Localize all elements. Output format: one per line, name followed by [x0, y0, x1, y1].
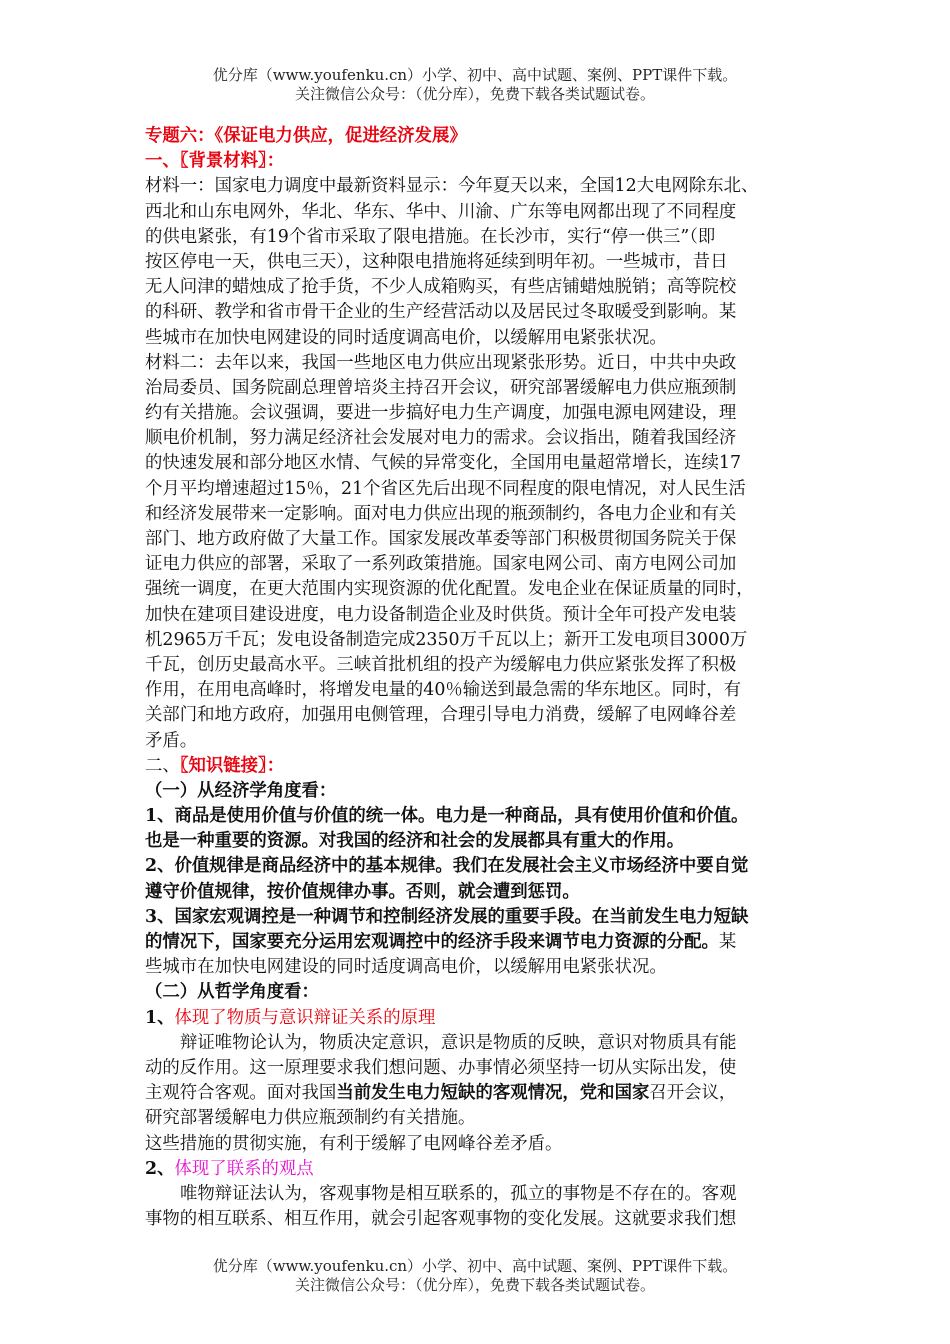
section-number: 二、	[145, 755, 180, 776]
text-line: 部门、地方政府做了大量工作。国家发展改革委等部门积极贯彻国务院关于保	[145, 529, 737, 549]
text-line: 2、价值规律是商品经济中的基本规律。我们在发展社会主义市场经济中要自觉	[145, 856, 749, 877]
text-line: 约有关措施。会议强调，要进一步搞好电力生产调度，加强电源电网建设，理	[145, 403, 737, 424]
subheading-economics: （一）从经济学角度看：	[145, 780, 337, 801]
text-line: 事物的相互联系、相互作用，就会引起客观事物的变化发展。这就要求我们想	[145, 1209, 737, 1230]
text-line: 西北和山东电网外，华北、华东、华中、川渝、广东等电网都出现了不同程度	[145, 201, 737, 222]
section-label: 〖知识链接〗：	[179, 755, 285, 776]
text-line: 和经济发展带来一定影响。面对电力供应出现的瓶颈制约，各电力企业和有关	[145, 503, 737, 524]
header-line-2: 关注微信公众号：（优分库），免费下载各类试题试卷。	[294, 85, 655, 103]
page-footer	[0, 1257, 950, 1295]
subheading-philosophy: （二）从哲学角度看：	[145, 982, 319, 1003]
text-line: 的科研、教学和省市骨干企业的生产经营活动以及居民过冬取暖受到影响。某	[145, 302, 737, 323]
text-line: 顺电价机制，努力满足经济社会发展对电力的需求。会议指出，随着我国经济	[145, 428, 737, 449]
plain-run: 召开会议，	[649, 1083, 737, 1104]
text-line: 按区停电一天，供电三天），这种限电措施将延续到明年初。一些城市，昔日	[145, 251, 728, 272]
text-line: 也是一种重要的资源。对我国的经济和社会的发展都具有重大的作用。	[145, 831, 685, 852]
text-line: 研究部署缓解电力供应瓶颈制约有关措施。	[145, 1108, 476, 1129]
text-line: 材料一：国家电力调度中最新资料显示：今年夏天以来，全国12大电网除东北、	[145, 176, 759, 197]
point-label: 体现了物质与意识辩证关系的原理	[174, 1007, 436, 1028]
text-line: 的供电紧张，有19个省市采取了限电措施。在长沙市，实行“停一供三”（即	[145, 226, 716, 247]
text-line: 千瓦，创历史最高水平。三峡首批机组的投产为缓解电力供应紧张发挥了积极	[145, 654, 737, 675]
plain-run: 某	[718, 932, 737, 952]
text-line	[145, 1081, 813, 1106]
material-one	[145, 174, 813, 350]
plain-run: 主观符合客观。面对我国	[145, 1083, 337, 1104]
section-heading-background	[145, 149, 813, 174]
text-line: 遵守价值规律，按价值规律办事。否则，就会遭到惩罚。	[145, 881, 580, 902]
text-line: 动的反作用。这一原理要求我们想问题、办事情必须坚持一切从实际出发，使	[145, 1057, 737, 1078]
text-line: 这些措施的贯彻实施，有利于缓解了电网峰谷差矛盾。	[145, 1133, 563, 1154]
text-line: 关部门和地方政府，加强用电侧管理，合理引导电力消费，缓解了电网峰谷差	[145, 705, 737, 726]
section-heading-knowledge	[145, 754, 813, 779]
text-line: 些城市在加快电网建设的同时适度调高电价，以缓解用电紧张状况。	[145, 327, 667, 348]
point-number: 1、	[145, 1007, 175, 1028]
page-header	[0, 66, 950, 104]
document-title: 专题六：《保证电力供应，促进经济发展》	[145, 126, 467, 146]
text-line: 无人问津的蜡烛成了抢手货，不少人成箱购买，有些店铺蜡烛脱销；高等院校	[145, 277, 737, 298]
footer-line-1: 优分库（www.youfenku.cn）小学、初中、高中试题、案例、PPT课件下载。	[212, 1257, 738, 1275]
point-number: 2、	[145, 1158, 175, 1179]
text-line: 1、商品是使用价值与价值的统一体。电力是一种商品，具有使用价值和价值。	[145, 806, 749, 827]
section-number: 一、	[145, 151, 180, 172]
point-label: 体现了联系的观点	[174, 1158, 314, 1179]
text-line: 矛盾。	[145, 730, 198, 751]
text-line: 材料二：去年以来，我国一些地区电力供应出现紧张形势。近日，中共中央政	[145, 352, 737, 373]
text-line: 作用，在用电高峰时，将增发电量的40％输送到最急需的华东地区。同时，有	[145, 680, 742, 701]
text-line: 个月平均增速超过15％，21个省区先后出现不同程度的限电情况，对人民生活	[145, 478, 746, 499]
text-line: 些城市在加快电网建设的同时适度调高电价，以缓解用电紧张状况。	[145, 957, 667, 978]
document-body	[145, 124, 813, 1232]
text-line: 的快速发展和部分地区水情、气候的异常变化，全国用电量超常增长，连续17	[145, 453, 742, 474]
text-line: 3、国家宏观调控是一种调节和控制经济发展的重要手段。在当前发生电力短缺	[145, 906, 749, 927]
section-label: 〖背景材料〗：	[179, 151, 285, 172]
bold-run: 当前发生电力短缺的客观情况，党和国家	[336, 1083, 650, 1104]
text-line: 唯物辩证法认为，客观事物是相互联系的，孤立的事物是不存在的。客观	[180, 1183, 737, 1204]
text-line: 治局委员、国务院副总理曾培炎主持召开会议，研究部署缓解电力供应瓶颈制	[145, 377, 737, 398]
material-two	[145, 351, 813, 754]
economics-points	[145, 804, 813, 980]
text-line: 强统一调度，在更大范围内实现资源的优化配置。发电企业在保证质量的同时，	[145, 579, 754, 600]
header-line-1: 优分库（www.youfenku.cn）小学、初中、高中试题、案例、PPT课件下载。	[212, 66, 738, 84]
point-heading-2	[145, 1157, 813, 1182]
text-line: 机2965万千瓦；发电设备制造完成2350万千瓦以上；新开工发电项目3000万	[145, 629, 748, 650]
text-line	[145, 930, 813, 955]
text-line: 证电力供应的部署，采取了一系列政策措施。国家电网公司、南方电网公司加	[145, 554, 737, 575]
bold-run: 的情况下，国家要充分运用宏观调控中的经济手段来调节电力资源的分配。	[145, 932, 719, 952]
point-heading-1	[145, 1006, 813, 1031]
footer-line-2: 关注微信公众号：（优分库），免费下载各类试题试卷。	[294, 1276, 655, 1294]
text-line: 辩证唯物论认为，物质决定意识，意识是物质的反映，意识对物质具有能	[180, 1032, 737, 1053]
text-line: 加快在建项目建设进度，电力设备制造企业及时供货。预计全年可投产发电装	[145, 604, 737, 625]
